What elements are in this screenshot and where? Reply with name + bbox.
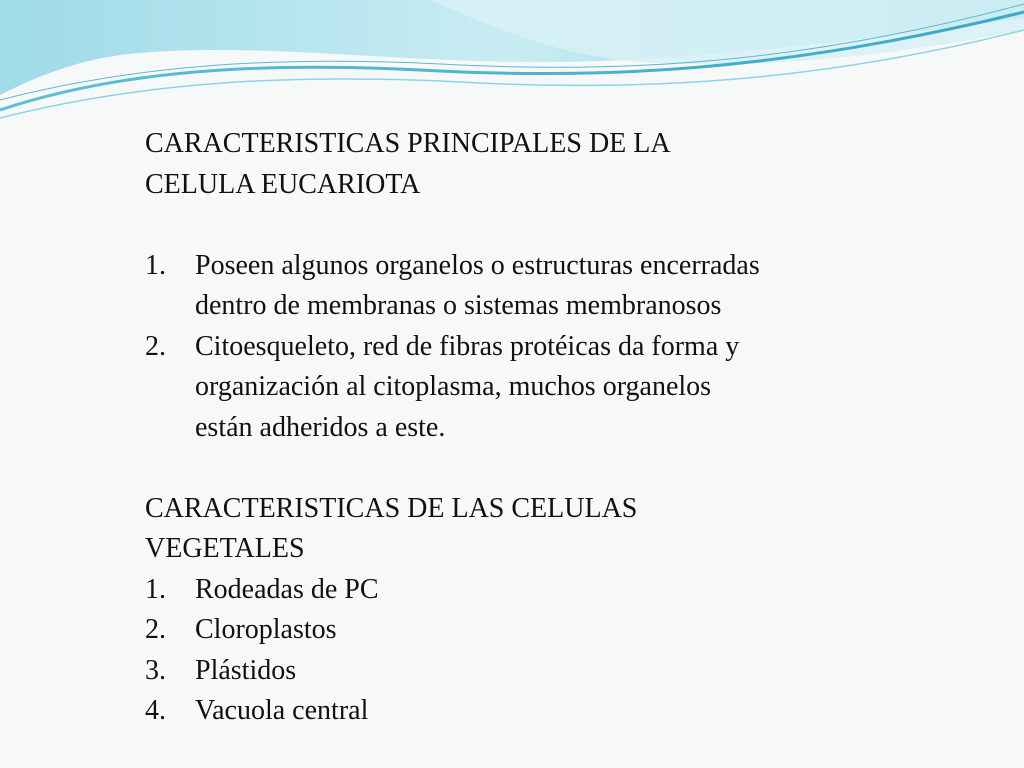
section1-heading-line2: CELULA EUCARIOTA — [145, 168, 421, 200]
list-number: 1. — [145, 249, 166, 281]
list-number: 2. — [145, 614, 166, 645]
section1-list — [145, 246, 945, 449]
list-item — [145, 691, 945, 732]
list-item-text: Rodeadas de PC — [195, 573, 379, 605]
list-item — [145, 651, 945, 692]
list-number: 1. — [145, 573, 166, 605]
list-item — [145, 570, 945, 611]
list-number: 2. — [145, 330, 166, 362]
list-item-text: Cloroplastos — [195, 614, 337, 645]
list-number: 3. — [145, 654, 166, 686]
spacer — [145, 205, 945, 246]
section2-heading-line2: VEGETALES — [145, 533, 305, 564]
list-item-line: Poseen algunos organelos o estructuras encerradas — [195, 249, 760, 281]
list-item-line: están adheridos a este. — [195, 411, 446, 443]
section2-heading-line1: CARACTERISTICAS DE LAS CELULAS — [145, 492, 638, 524]
section1-heading — [145, 124, 945, 205]
list-item-line: Citoesqueleto, red de fibras protéicas da forma y — [195, 330, 740, 362]
header-wave-decoration — [0, 0, 1024, 140]
section2-heading — [145, 489, 945, 570]
slide-body — [145, 124, 945, 732]
list-item-line: organización al citoplasma, muchos organelos — [195, 371, 712, 402]
list-item — [145, 327, 945, 449]
list-item — [145, 610, 945, 651]
section1-heading-line1: CARACTERISTICAS PRINCIPALES DE LA — [145, 128, 671, 159]
list-number: 4. — [145, 695, 166, 726]
spacer — [145, 448, 945, 489]
section2-list — [145, 570, 945, 732]
list-item — [145, 246, 945, 327]
list-item-text: Plástidos — [195, 654, 297, 686]
list-item-line: dentro de membranas o sistemas membranosos — [195, 290, 722, 321]
list-item-text: Vacuola central — [195, 695, 369, 726]
